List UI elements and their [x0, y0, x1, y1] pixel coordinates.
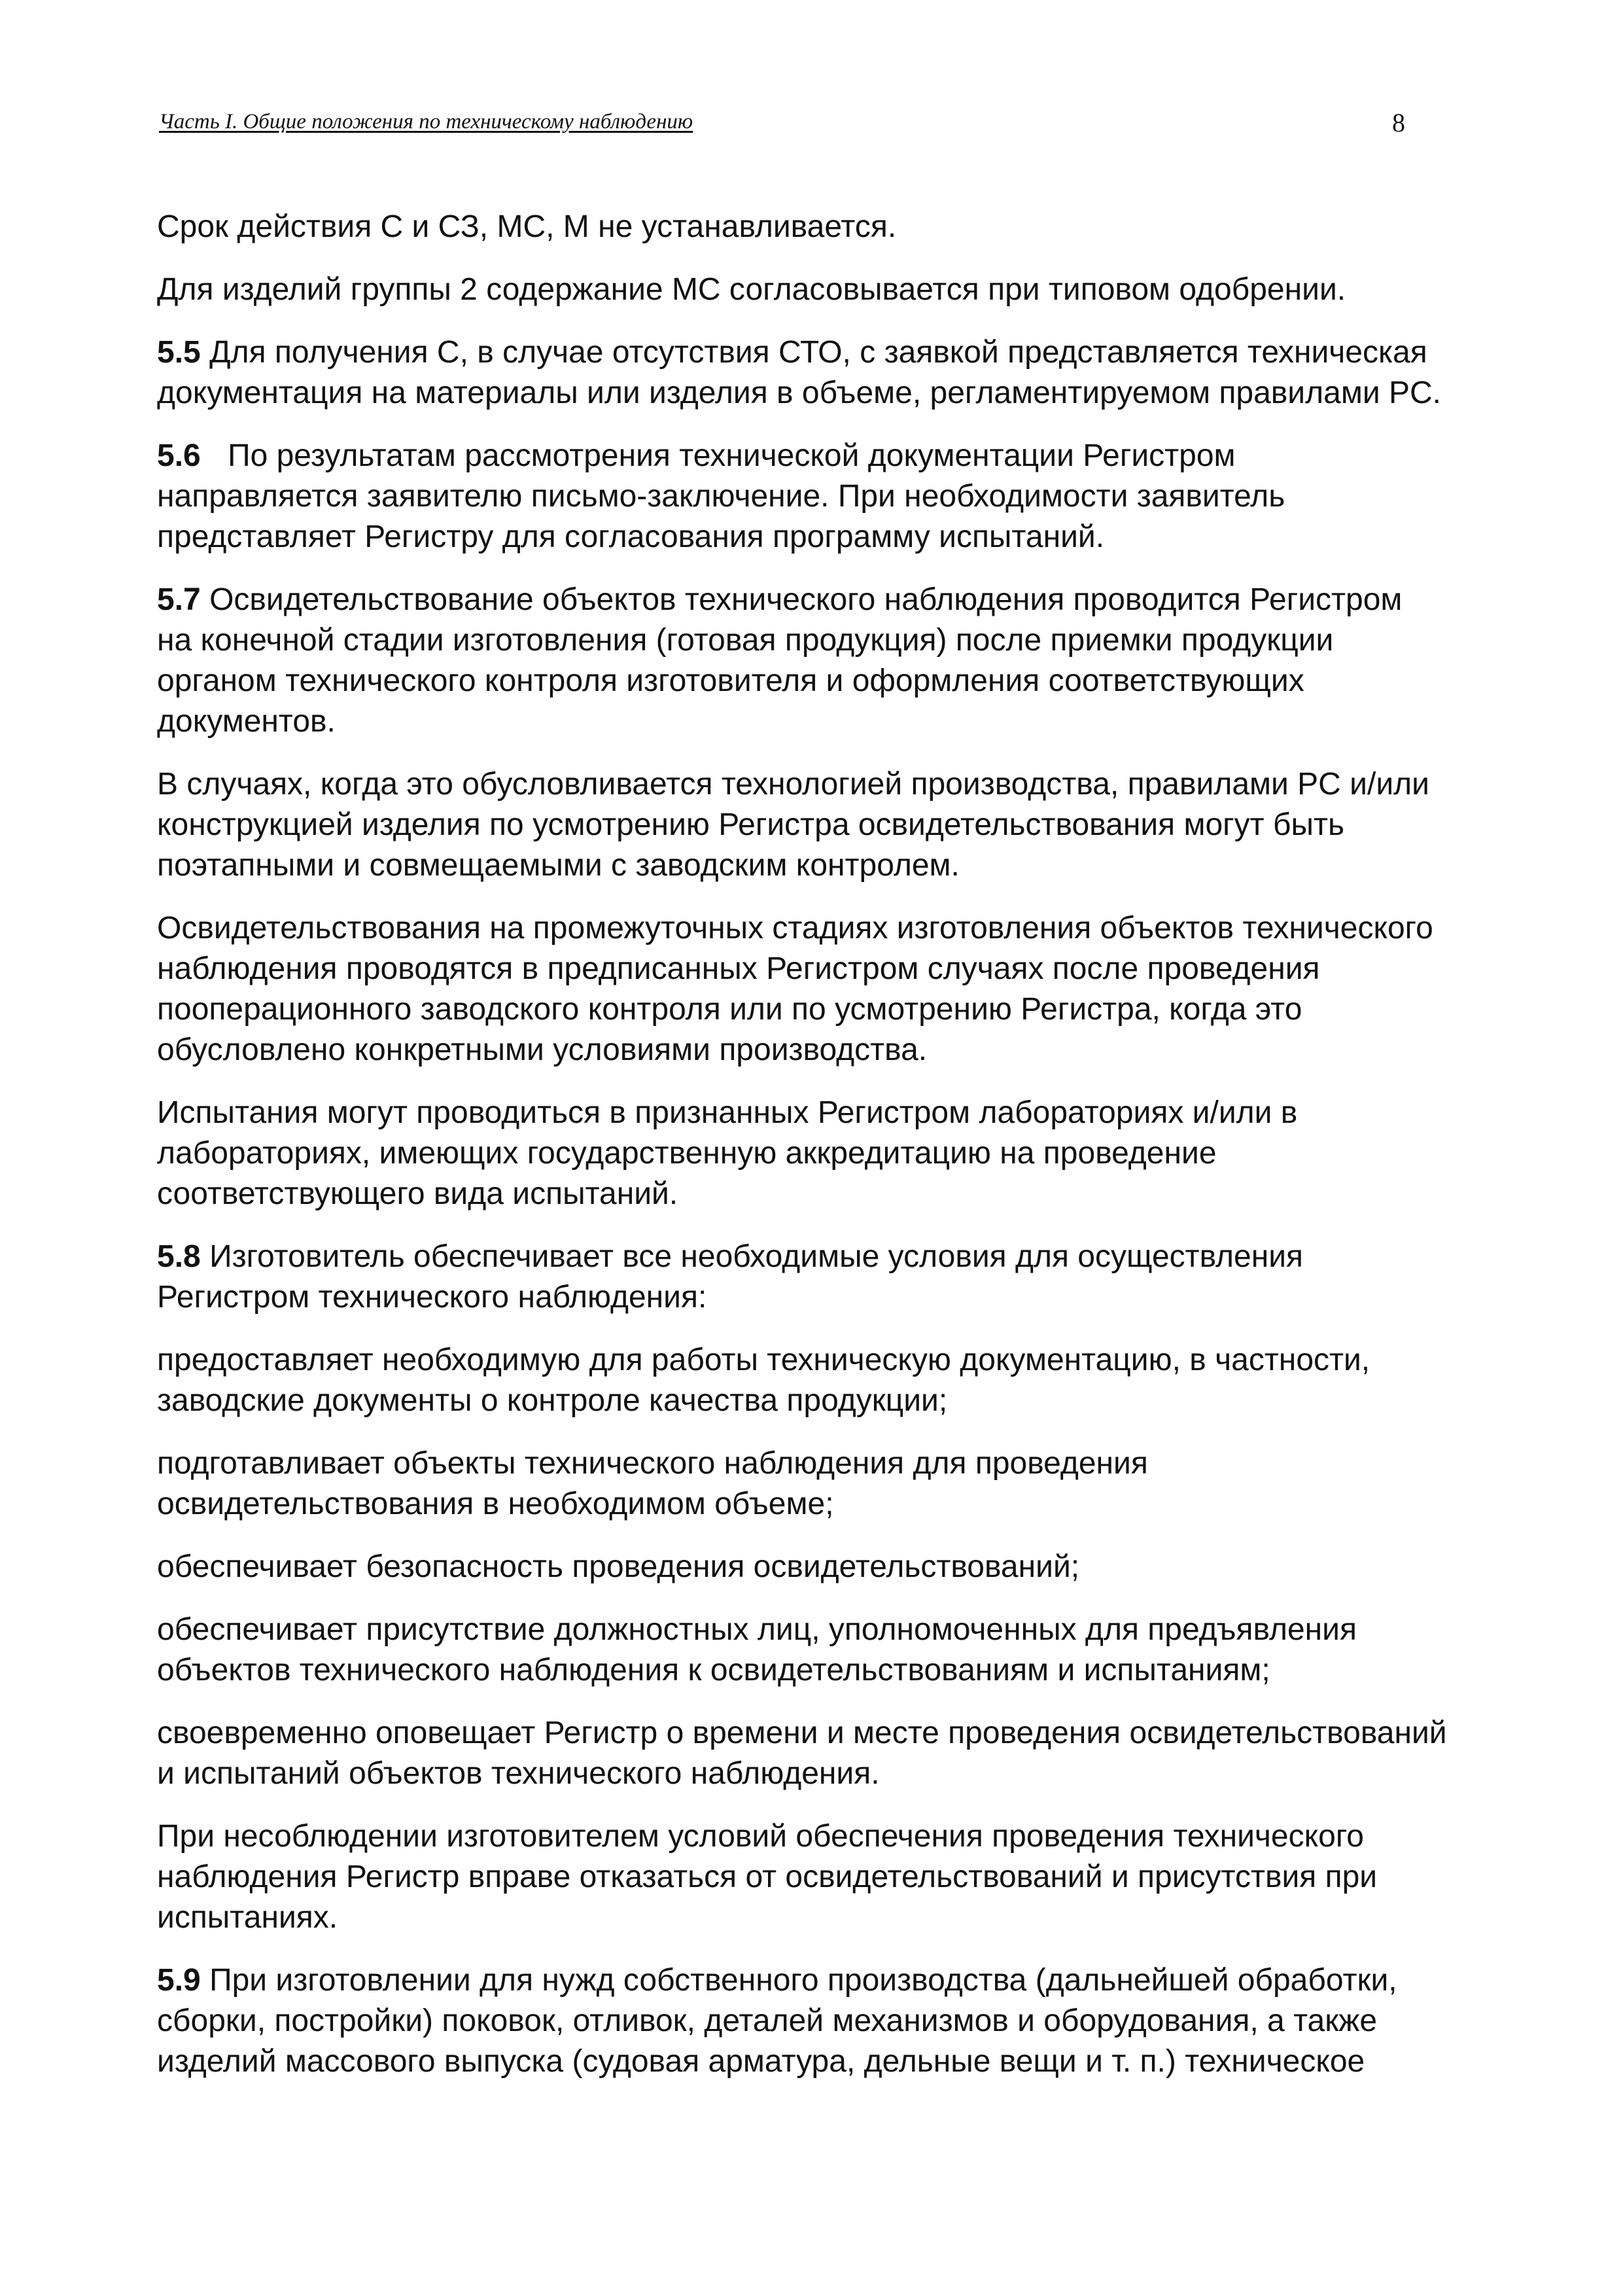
paragraph-text: По результатам рассмотрения технической документации Регистром направляется заявителю письмо-заключение. При необходимости заявитель представляет Регистру для согласования программу испытаний.	[157, 438, 1285, 554]
paragraph	[157, 1443, 1518, 1525]
paragraph-text: Для изделий группы 2 содержание МС согласовывается при типовом одобрении.	[157, 272, 1346, 307]
paragraph-text: подготавливает объекты технического наблюдения для проведения освидетельствования в необходимом объеме;	[157, 1446, 1148, 1521]
header-title: Часть I. Общие положения по техническому наблюдению	[159, 110, 693, 133]
paragraph	[157, 207, 1518, 247]
paragraph	[157, 1340, 1518, 1421]
paragraph-5-6	[157, 436, 1518, 557]
paragraph-5-7	[157, 580, 1518, 742]
paragraph-text: Испытания могут проводиться в признанных Регистром лабораториях и/или в лабораториях, имеющих государственную аккредитацию на проведение соответствующего вида испытаний.	[157, 1095, 1298, 1211]
paragraph	[157, 764, 1518, 886]
section-number: 5.5	[157, 335, 201, 370]
paragraph	[157, 1816, 1518, 1938]
paragraph-text: Освидетельствования на промежуточных стадиях изготовления объектов технического наблюдения проводятся в предписанных Регистром случаях после проведения пооперационного заводского контроля или по усмотрению Регистра, когда это обусловлено конкретными условиями производства.	[157, 911, 1433, 1067]
paragraph	[157, 1547, 1518, 1587]
paragraph-text: При изготовлении для нужд собственного производства (дальнейшей обработки, сборки, постройки) поковок, отливок, деталей механизмов и оборудования, а также изделий массового выпуска (судовая арматура, дельные вещи и т. п.) техническое	[157, 1963, 1397, 2079]
paragraph-text: При несоблюдении изготовителем условий обеспечения проведения технического наблюдения Регистр вправе отказаться от освидетельствований и присутствия при испытаниях.	[157, 1819, 1378, 1935]
paragraph-text: Изготовитель обеспечивает все необходимые условия для осуществления Регистром технического наблюдения:	[157, 1239, 1304, 1315]
paragraph	[157, 1610, 1518, 1691]
paragraph-text: Освидетельствование объектов технического наблюдения проводится Регистром на конечной стадии изготовления (готовая продукция) после приемки продукции органом технического контроля изготовителя и оформления соответствующих документов.	[157, 582, 1403, 739]
paragraph-text: Для получения С, в случае отсутствия СТО, с заявкой представляется техническая документация на материалы или изделия в объеме, регламентируемом правилами PC.	[157, 335, 1441, 410]
paragraph-5-8	[157, 1237, 1518, 1318]
page-header	[159, 110, 1461, 149]
page-number: 8	[1392, 108, 1405, 137]
paragraph	[157, 908, 1518, 1070]
section-number: 5.9	[157, 1963, 201, 1998]
section-number: 5.7	[157, 582, 201, 617]
document-body	[157, 207, 1518, 2104]
paragraph-text: своевременно оповещает Регистр о времени и месте проведения освидетельствований и испытаний объектов технического наблюдения.	[157, 1716, 1447, 1791]
paragraph-text: обеспечивает безопасность проведения освидетельствований;	[157, 1549, 1080, 1584]
paragraph	[157, 1093, 1518, 1214]
paragraph-text: В случаях, когда это обусловливается технологией производства, правилами PC и/или конструкцией изделия по усмотрению Регистра освидетельствования могут быть поэтапными и совмещаемыми с заводским контролем.	[157, 767, 1429, 883]
paragraph-text: Срок действия С и СЗ, МС, М не устанавливается.	[157, 209, 897, 244]
paragraph	[157, 1713, 1518, 1794]
paragraph-text: обеспечивает присутствие должностных лиц, уполномоченных для предъявления объектов технического наблюдения к освидетельствованиям и испытаниям;	[157, 1612, 1357, 1687]
paragraph-5-9	[157, 1960, 1518, 2082]
paragraph-text: предоставляет необходимую для работы техническую документацию, в частности, заводские документы о контроле качества продукции;	[157, 1343, 1370, 1418]
section-number: 5.6	[157, 438, 201, 473]
paragraph	[157, 270, 1518, 310]
section-number: 5.8	[157, 1239, 201, 1274]
paragraph-5-5	[157, 332, 1518, 414]
